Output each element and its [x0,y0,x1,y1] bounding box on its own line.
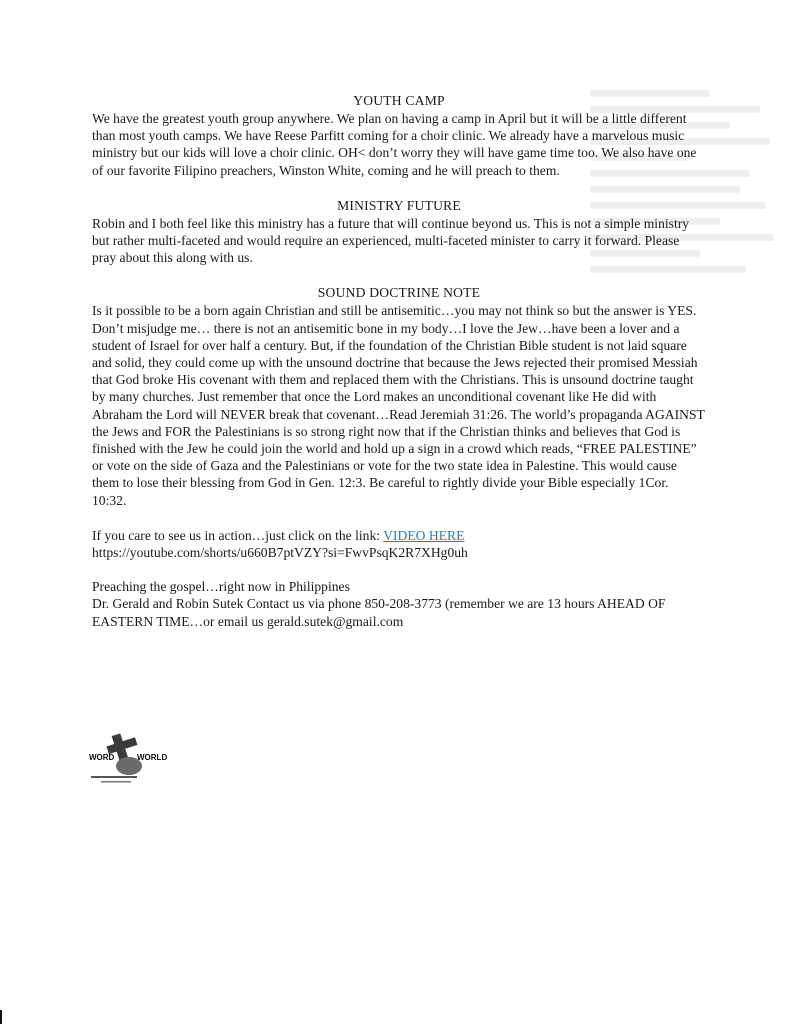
logo-tagline-mark-2 [101,781,131,783]
contact-line-2: Dr. Gerald and Robin Sutek Contact us via phone 850-208-3773 (remember we are 13 hours AHEAD OF EASTERN TIME…or email us gerald.sutek@gmail.com [92,596,666,629]
heading-sound-doctrine: SOUND DOCTRINE NOTE [317,285,481,301]
section-youth-camp [92,92,706,179]
section-ministry-future [92,197,706,267]
paragraph-ministry-future: Robin and I both feel like this ministry has a future that will continue beyond us. This is not a simple ministry but rather multi-faceted and would require an experienced, multi-faceted minister to carry it forward. Please pray about this along with us. [92,215,690,266]
logo-word-left: WORD [89,753,115,762]
word-to-world-logo [87,732,169,788]
section-sound-doctrine [92,284,706,508]
paragraph-youth-camp: We have the greatest youth group anywhere. We plan on having a camp in April but it will be a little different than most youth camps. We have Reese Parfitt coming for a choir clinic. We already have a marvelous music ministry but our kids will love a choir clinic. OH< don’t worry they will have game time too. We also have one of our favorite Filipino preachers, Winston White, coming and he will preach to them. [92,111,697,178]
video-intro: If you care to see us in action…just click on the link: [92,527,384,543]
contact-section [92,578,706,630]
video-link[interactable]: VIDEO HERE [383,527,465,543]
video-line [92,527,706,544]
logo-tagline-mark [91,776,137,778]
video-section [92,527,706,561]
scan-edge-mark [0,1010,2,1024]
paragraph-sound-doctrine: Is it possible to be a born again Christian and still be antisemitic…you may not think so but the answer is YES. Don’t misjudge me… there is not an antisemitic bone in my body…I love the Jew…have been a lover and a student of Israel for over half a century. But, if the foundation of the Christian Bible student is not laid square and solid, they could come up with the unsound doctrine that because the Jews rejected their promised Messiah that God broke His covenant with them and replaced them with the Christians. This is unsound doctrine taught by many churches. Just remember that once the Lord makes an unconditional covenant like He did with Abraham the Lord will NEVER break that covenant…Read Jeremiah 31:26. The world’s propaganda AGAINST the Jews and FOR the Palestinians is so strong right now that if the Christian thinks and believes that God is finished with the Jew he could join the world and hold up a sign in a crowd which reads, “FREE PALESTINE” or vote on the side of Gaza and the Palestinians or vote for the two state idea in Palestine. This would cause them to lose their blessing from God in Gen. 12:3. Be careful to rightly divide your Bible especially 1Cor. 10:32. [92,303,705,508]
video-url: https://youtube.com/shorts/u660B7ptVZY?si=FwvPsqK2R7XHg0uh [92,545,468,561]
contact-line-1: Preaching the gospel…right now in Philippines [92,579,350,595]
letter-body [92,92,706,647]
heading-ministry-future: MINISTRY FUTURE [337,197,461,213]
heading-youth-camp: YOUTH CAMP [353,93,445,108]
logo-word-right: WORLD [137,753,168,762]
